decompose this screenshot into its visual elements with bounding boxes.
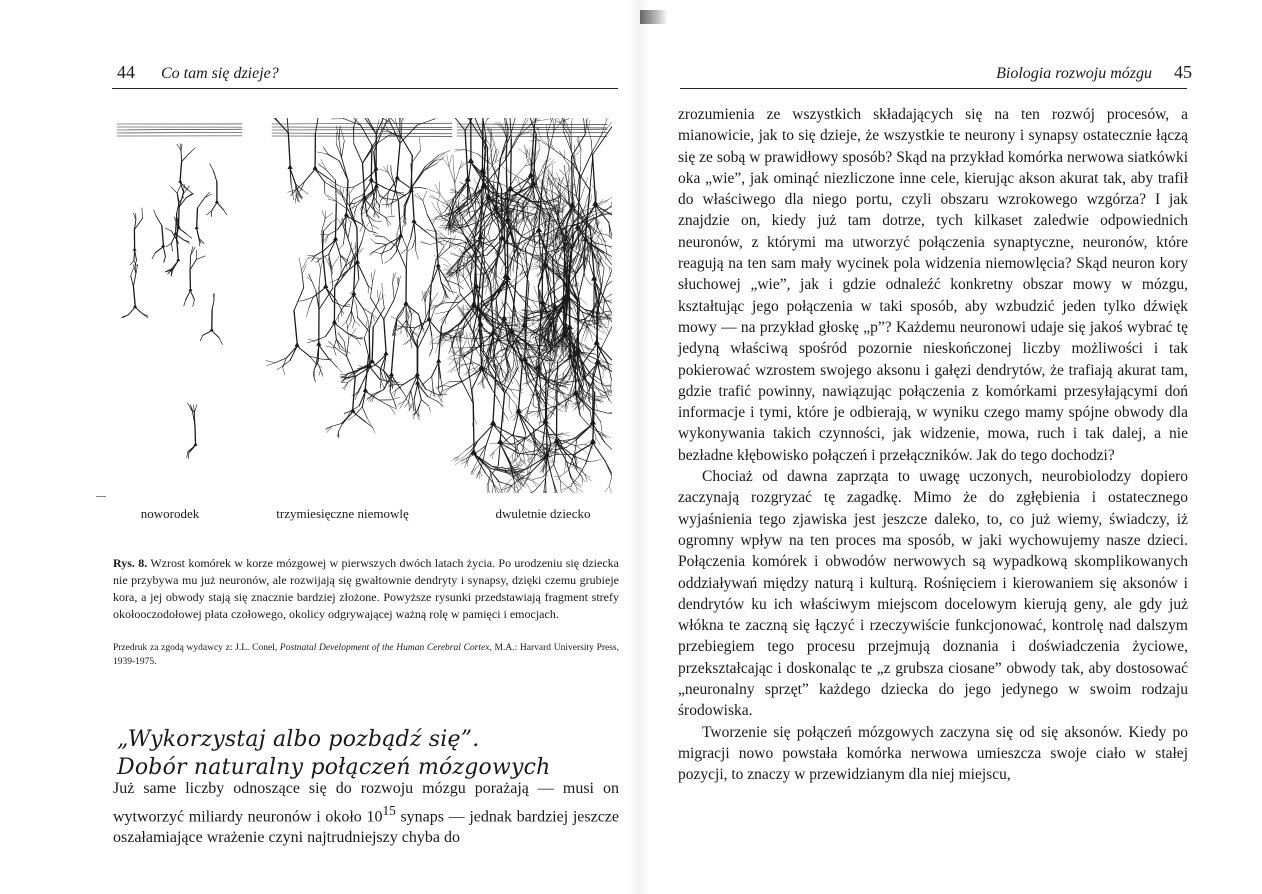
body-superscript: 15 xyxy=(382,802,396,818)
left-page-number: 44 xyxy=(117,62,135,82)
margin-mark xyxy=(96,496,106,497)
neuron-growth-figure xyxy=(112,118,612,493)
credit-title: Postnatal Development of the Human Cerebral Cortex xyxy=(279,643,490,653)
body-after-sup: synaps — jednak bardziej jeszcze oszałamiające wrażenie czyni najtrudniejszy chyba do xyxy=(113,807,620,847)
right-page xyxy=(640,0,1262,894)
panel-infant-neurons xyxy=(262,118,463,438)
credit-prefix: Przedruk za zgodą wydawcy z: J.L. Conel, xyxy=(113,643,280,653)
right-paragraph-2: Chociaż od dawna zaprząta to uwagę uczonych, neurobiolodzy dopiero zaczynają rozgryzać tę zagadkę. Mimo że do zgłębienia i ostatecznego wyjaśnienia tego zjawiska jest jeszcze daleko, to, co już wiemy, świadczy, iż ogromny wpływ na ten proces ma sposób, w jaki wychowujemy nasze dzieci. Połączenia komórek i obwodów nerwowych są wypadkową skomplikowanych oddziaływań między naturą i kulturą. Rośnięciem i kierowaniem się aksonów i dendrytów ku ich właściwym miejscom docelowym kierują geny, ale gdy już włókna te zaczną się łączyć i rzeczywiście funkcjonować, kontrolę nad dalszym przebiegiem tego procesu przejmują doznania i doświadczenia życiowe, przekształcając i doskonaląc te „z grubsza ciosane” obwody tak, aby dostosować „neuronalny sprzęt” każdego dziecka do jego jedynego w swoim rodzaju środowiska. xyxy=(678,468,1188,720)
right-header-rule xyxy=(680,88,1187,89)
left-header-rule xyxy=(112,88,618,89)
section-heading-line-2: Dobór naturalny połączeń mózgowych xyxy=(117,755,551,781)
figure-credit xyxy=(113,641,619,669)
right-body-text xyxy=(678,104,1188,786)
right-page-number: 45 xyxy=(1174,62,1192,82)
right-paragraph-1: zrozumienia ze wszystkich składających się na ten rozwój procesów, a mianowicie, jak to się dzieje, że wszystkie te neurony i synapsy ostatecznie łączą się ze sobą w prawidłowy sposób? Skąd na przykład komórka nerwowa siatkówki oka „wie”, jak ominąć niezliczone inne cele, kierując akson akurat tak, aby trafił do właściwego dla niego portu, czyli obszaru wzrokowego wzgórza? I jak znajdzie on, kiedy już tam dotrze, tych kilkaset zaledwie odpowiednich neuronów, z którymi ma utworzyć połączenia synaptyczne, neuronów, które reagują na ten sam mały wycinek pola widzenia niemowlęcia? Skąd neuron kory słuchowej „wie”, jak i gdzie odnaleźć konkretny obszar mowy w mózgu, kształtując jego połączenia w taki sposób, aby wzbudzić jeden tylko dźwięk mowy — na przykład głoskę „p”? Każdemu neuronowi udaje się jakoś wybrać tę jedyną właściwą spośród pozornie nieskończonej liczby możliwości i tak pokierować wzrostem swojego aksonu i gałęzi dendrytów, że trafiają akurat tam, gdzie trafić powinny, nawiązując połączenia z komórkami przesyłającymi doń informacje i tymi, które je odbierają, w wyniku czego mamy spójne obwody dla wykonywania takich czynności, jak widzenie, mowa, ruch i tak dalej, a nie bezładne kłębowisko połączeń i przełączników. Jak do tego dochodzi? xyxy=(678,106,1188,464)
right-paragraph-3: Tworzenie się połączeń mózgowych zaczyna się od się aksonów. Kiedy po migracji nowo powstała komórka nerwowa umieszcza swoje ciało w stałej pozycji, to znaczy w przewidzianym dla niej miejscu, xyxy=(678,723,1188,784)
figure-label-newborn: noworodek xyxy=(140,506,200,521)
figure-label-toddler: dwuletnie dziecko xyxy=(495,506,591,521)
figure-caption-label: Rys. 8. xyxy=(113,556,148,570)
section-heading xyxy=(117,726,623,782)
left-running-head xyxy=(117,62,279,83)
left-running-title: Co tam się dzieje? xyxy=(161,65,279,82)
credit-suffix: , M.A.: Harvard University Press, 1939-1975. xyxy=(113,643,619,667)
right-running-title: Biologia rozwoju mózgu xyxy=(996,65,1152,82)
body-before-sup: Już same liczby odnoszące się do rozwoju mózgu porażają — musi on wytworzyć miliardy neuronów i około 10 xyxy=(113,780,619,825)
section-heading-line-1: „Wykorzystaj albo pozbądź się”. xyxy=(117,727,480,753)
left-body-paragraph xyxy=(113,778,619,849)
figure-caption xyxy=(113,555,619,623)
panel-newborn-neurons xyxy=(117,124,242,459)
panel-toddler-neurons xyxy=(390,118,613,493)
figure-caption-text: Wzrost komórek w korze mózgowej w pierwszych dwóch latach życia. Po urodzeniu się dziecka nie przybywa mu już neuronów, ale rozwijają się gwałtownie dendryty i synapsy, dzięki czemu grubieje kora, a jej obwody stają się znacznie bardziej złożone. Powyższe rysunki przedstawiają fragment strefy okołooczodołowej płata czołowego, okolicy odgrywającej ważną rolę w pamięci i emocjach. xyxy=(113,556,619,621)
figure-label-infant: trzymiesięczne niemowlę xyxy=(276,506,409,521)
right-running-head xyxy=(996,62,1192,83)
